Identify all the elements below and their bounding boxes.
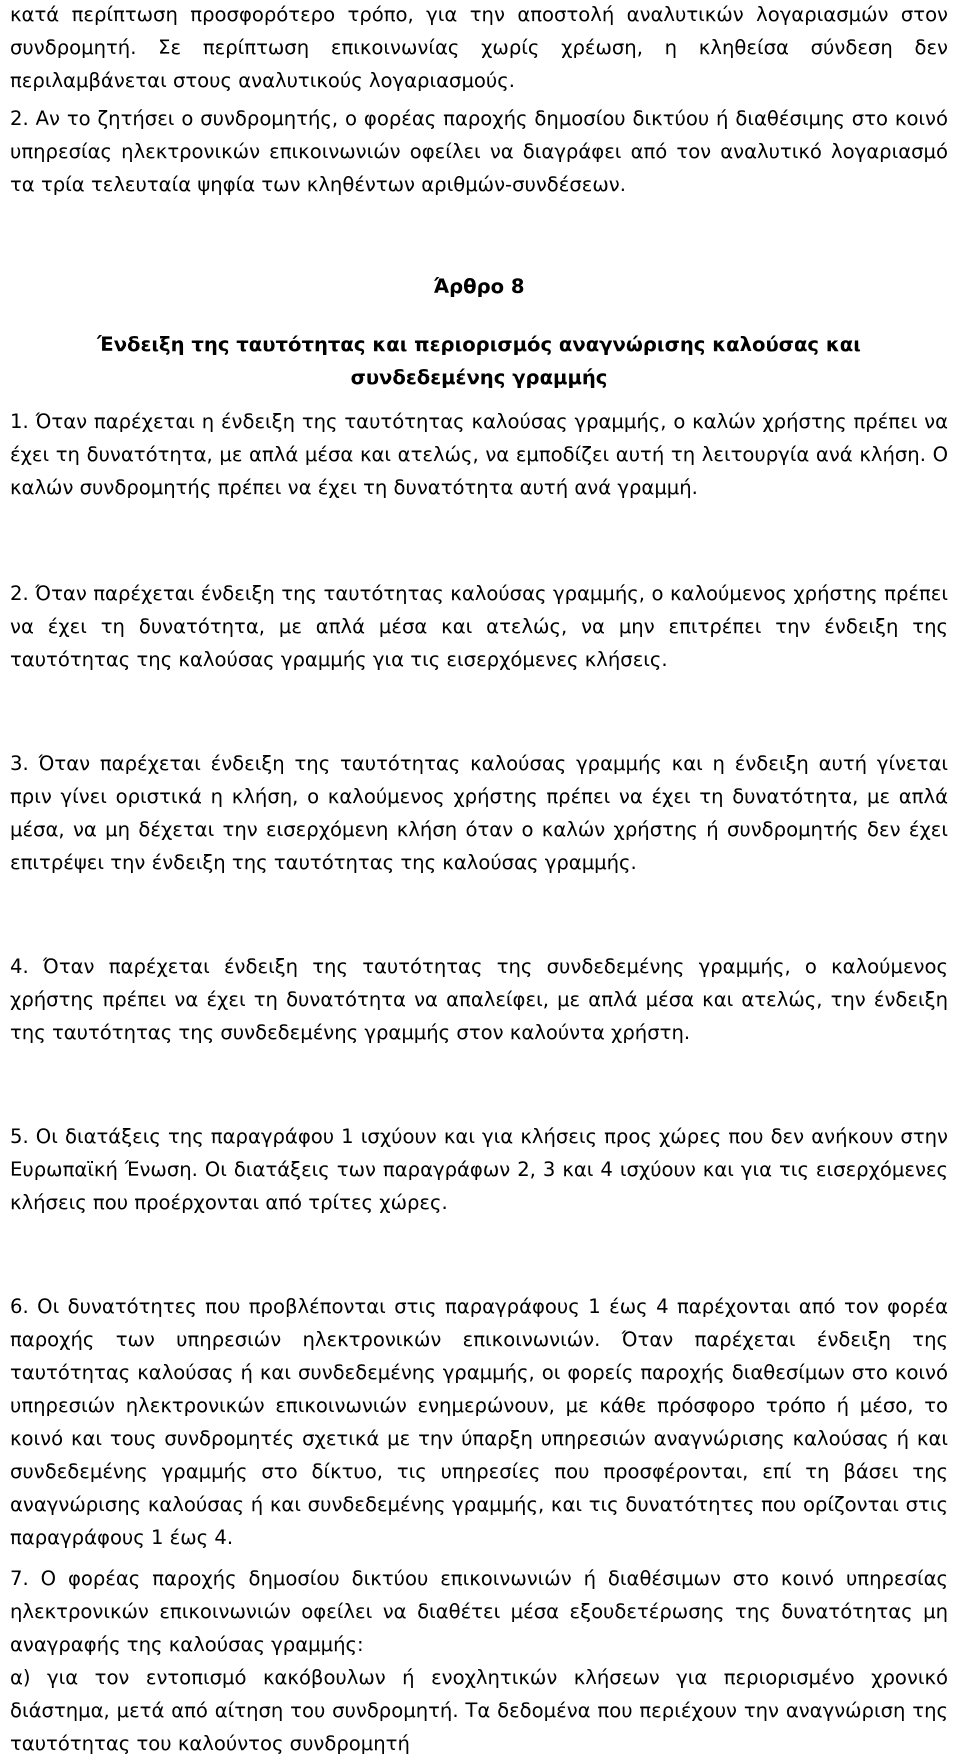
article-paragraph-3: 3. Όταν παρέχεται ένδειξη της ταυτότητας καλούσας γραμμής και η ένδειξη αυτή γίνεται πριν γίνει οριστικά η κλήση, ο καλούμενος χρήστης πρέπει να έχει τη δυνατότητα, με απλά μέσα, να μη δέχεται την εισερχόμενη κλήση όταν ο καλών χρήστης ή συνδρομητής δεν έχει επιτρέψει την ένδειξη της ταυτότητας της καλούσας γραμμής. <box>10 752 948 874</box>
article-paragraph-5: 5. Οι διατάξεις της παραγράφου 1 ισχύουν και για κλήσεις προς χώρες που δεν ανήκουν στην Ευρωπαϊκή Ένωση. Οι διατάξεις των παραγράφων 2, 3 και 4 ισχύουν και για τις εισερχόμενες κλήσεις που προέρχονται από τρίτες χώρες. <box>10 1125 948 1214</box>
article-paragraph-6: 6. Οι δυνατότητες που προβλέπονται στις παραγράφους 1 έως 4 παρέχονται από τον φορέα παροχής των υπηρεσιών ηλεκτρονικών επικοινωνιών. Όταν παρέχεται ένδειξη της ταυτότητας καλούσας ή και συνδεδεμένης γραμμής, οι φορείς παροχής διαθεσίμων στο κοινό υπηρεσιών ηλεκτρονικών επικοινωνιών ενημερώνουν, με κάθε πρόσφορο τρόπο ή μέσο, το κοινό και τους συνδρομητές σχετικά με την ύπαρξη υπηρεσιών αναγνώρισης καλούσας ή και συνδεδεμένης γραμμής στο δίκτυο, τις υπηρεσίες που προσφέρονται, επί τη βάσει της αναγνώρισης καλούσας ή και συνδεδεμένης γραμμής, και τις δυνατότητες που ορίζονται στις παραγράφους 1 έως 4. <box>10 1295 948 1549</box>
previous-article-paragraph-2: 2. Αν το ζητήσει ο συνδρομητής, ο φορέας παροχής δημοσίου δικτύου ή διαθέσιμης στο κοινό υπηρεσίας ηλεκτρονικών επικοινωνιών οφείλει να διαγράφει από τον αναλυτικό λογαριασμό τα τρία τελευταία ψηφία των κληθέντων αριθμών-συνδέσεων. <box>10 107 948 196</box>
article-paragraph-2: 2. Όταν παρέχεται ένδειξη της ταυτότητας καλούσας γραμμής, ο καλούμενος χρήστης πρέπει να έχει τη δυνατότητα, με απλά μέσα και ατελώς, να μην επιτρέπει την ένδειξη της ταυτότητας της καλούσας γραμμής για τις εισερχόμενες κλήσεις. <box>10 582 948 671</box>
article-paragraph-4: 4. Όταν παρέχεται ένδειξη της ταυτότητας της συνδεδεμένης γραμμής, ο καλούμενος χρήστης πρέπει να έχει τη δυνατότητα να απαλείφει, με απλά μέσα και ατελώς, την ένδειξη της ταυτότητας της συνδεδεμένης γραμμής στον καλούντα χρήστη. <box>10 955 948 1044</box>
article-number: Άρθρο 8 <box>433 275 525 298</box>
article-paragraph-7a: α) για τον εντοπισμό κακόβουλων ή ενοχλητικών κλήσεων για περιορισμένο χρονικό διάστημα, μετά από αίτηση του συνδρομητή. Τα δεδομένα που περιέχουν την αναγνώριση της ταυτότητας του καλούντος συνδρομητή <box>10 1666 948 1755</box>
article-paragraph-1: 1. Όταν παρέχεται η ένδειξη της ταυτότητας καλούσας γραμμής, ο καλών χρήστης πρέπει να έχει τη δυνατότητα, με απλά μέσα και ατελώς, να εμποδίζει αυτή τη λειτουργία ανά κλήση. Ο καλών συνδρομητής πρέπει να έχει τη δυνατότητα αυτή ανά γραμμή. <box>10 410 948 499</box>
article-paragraph-7: 7. Ο φορέας παροχής δημοσίου δικτύου επικοινωνιών ή διαθέσιμων στο κοινό υπηρεσίας ηλεκτρονικών επικοινωνιών οφείλει να διαθέτει μέσα εξουδετέρωσης της δυνατότητας μη αναγραφής της καλούσας γραμμής: <box>10 1567 948 1656</box>
article-title: Ένδειξη της ταυτότητας και περιορισμός αναγνώρισης καλούσας και συνδεδεμένης γραμμής <box>97 333 861 389</box>
continuation-paragraph: κατά περίπτωση προσφορότερο τρόπο, για την αποστολή αναλυτικών λογαριασμών στον συνδρομητή. Σε περίπτωση επικοινωνίας χωρίς χρέωση, η κληθείσα σύνδεση δεν περιλαμβάνεται στους αναλυτικούς λογαριασμούς. <box>10 3 948 92</box>
